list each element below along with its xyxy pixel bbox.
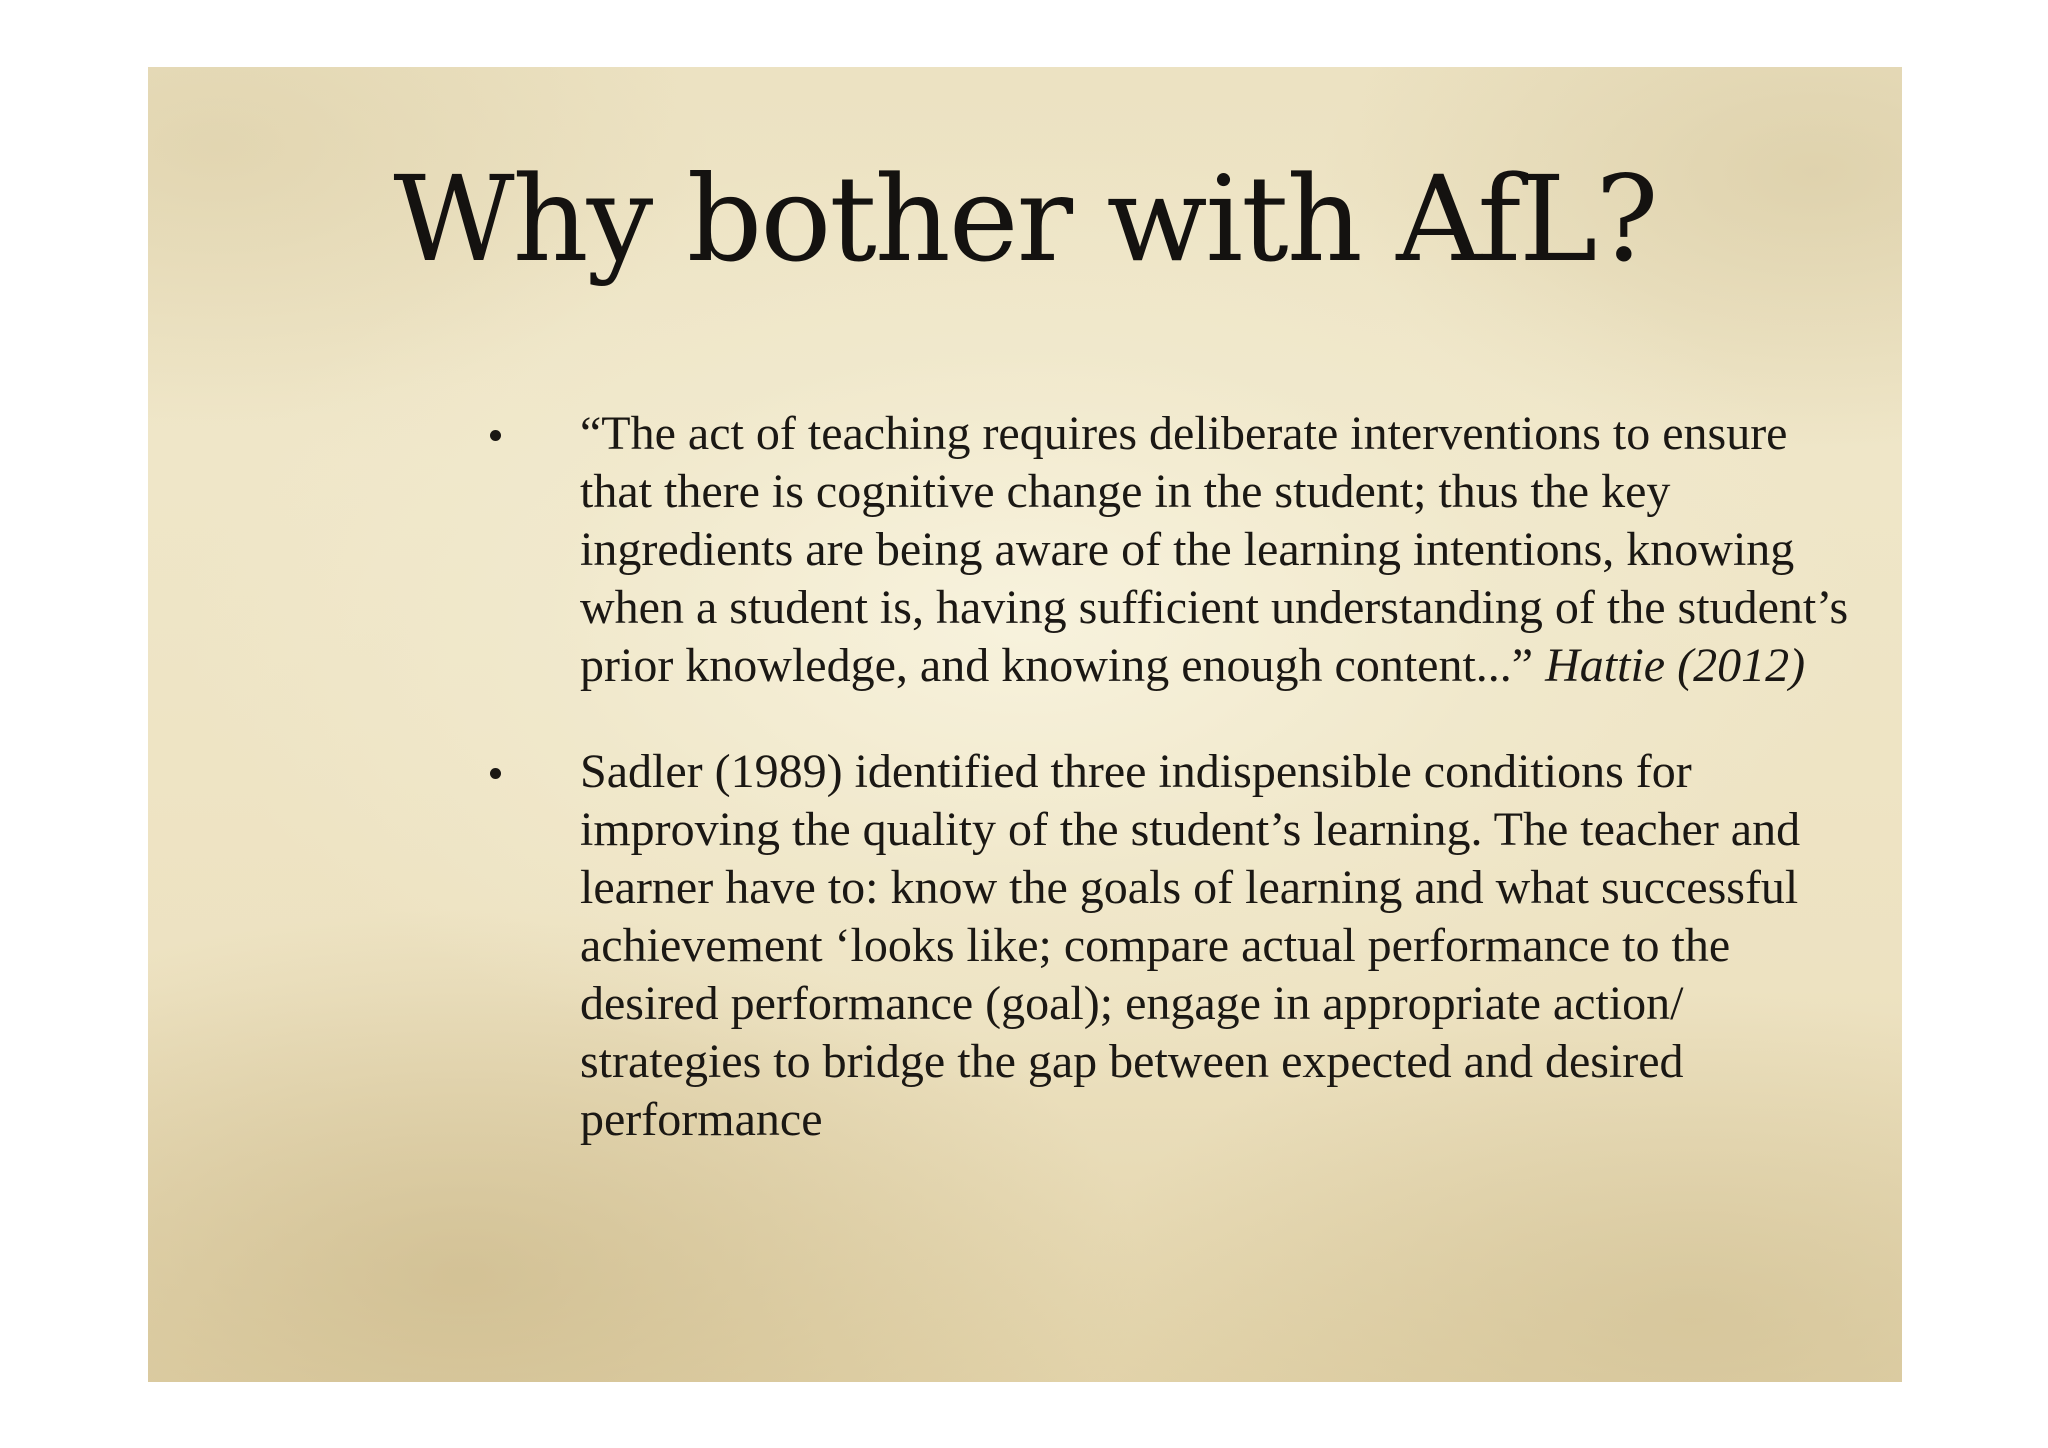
bullet-text-wrapper [580,405,1850,695]
slide-title: Why bother with AfL? [393,150,1657,288]
bullet-text-wrapper [580,743,1850,1149]
bullet-dot-icon [490,768,501,779]
bullet-item-sadler [328,743,1848,1149]
bullet-citation: Hattie (2012) [1545,639,1806,692]
bullet-text: “The act of teaching requires deliberate interventions to ensure that there is cognitive change in the student; thus the key ingredients are being aware of the learning intentions, knowing when a student is, having sufficient understanding of the student’s prior knowledge, and knowing enough content...” [580,407,1849,692]
bullet-list [328,405,1848,1197]
bullet-item-hattie-quote [328,405,1848,695]
bullet-dot-icon [490,430,501,441]
slide [148,67,1902,1382]
bullet-text: Sadler (1989) identified three indispensible conditions for improving the quality of the student’s learning. The teacher and learner have to: know the goals of learning and what successful achievement ‘looks like; compare actual performance to the desired performance (goal); engage in appropriate action/ strategies to bridge the gap between expected and desired performance [580,745,1801,1146]
